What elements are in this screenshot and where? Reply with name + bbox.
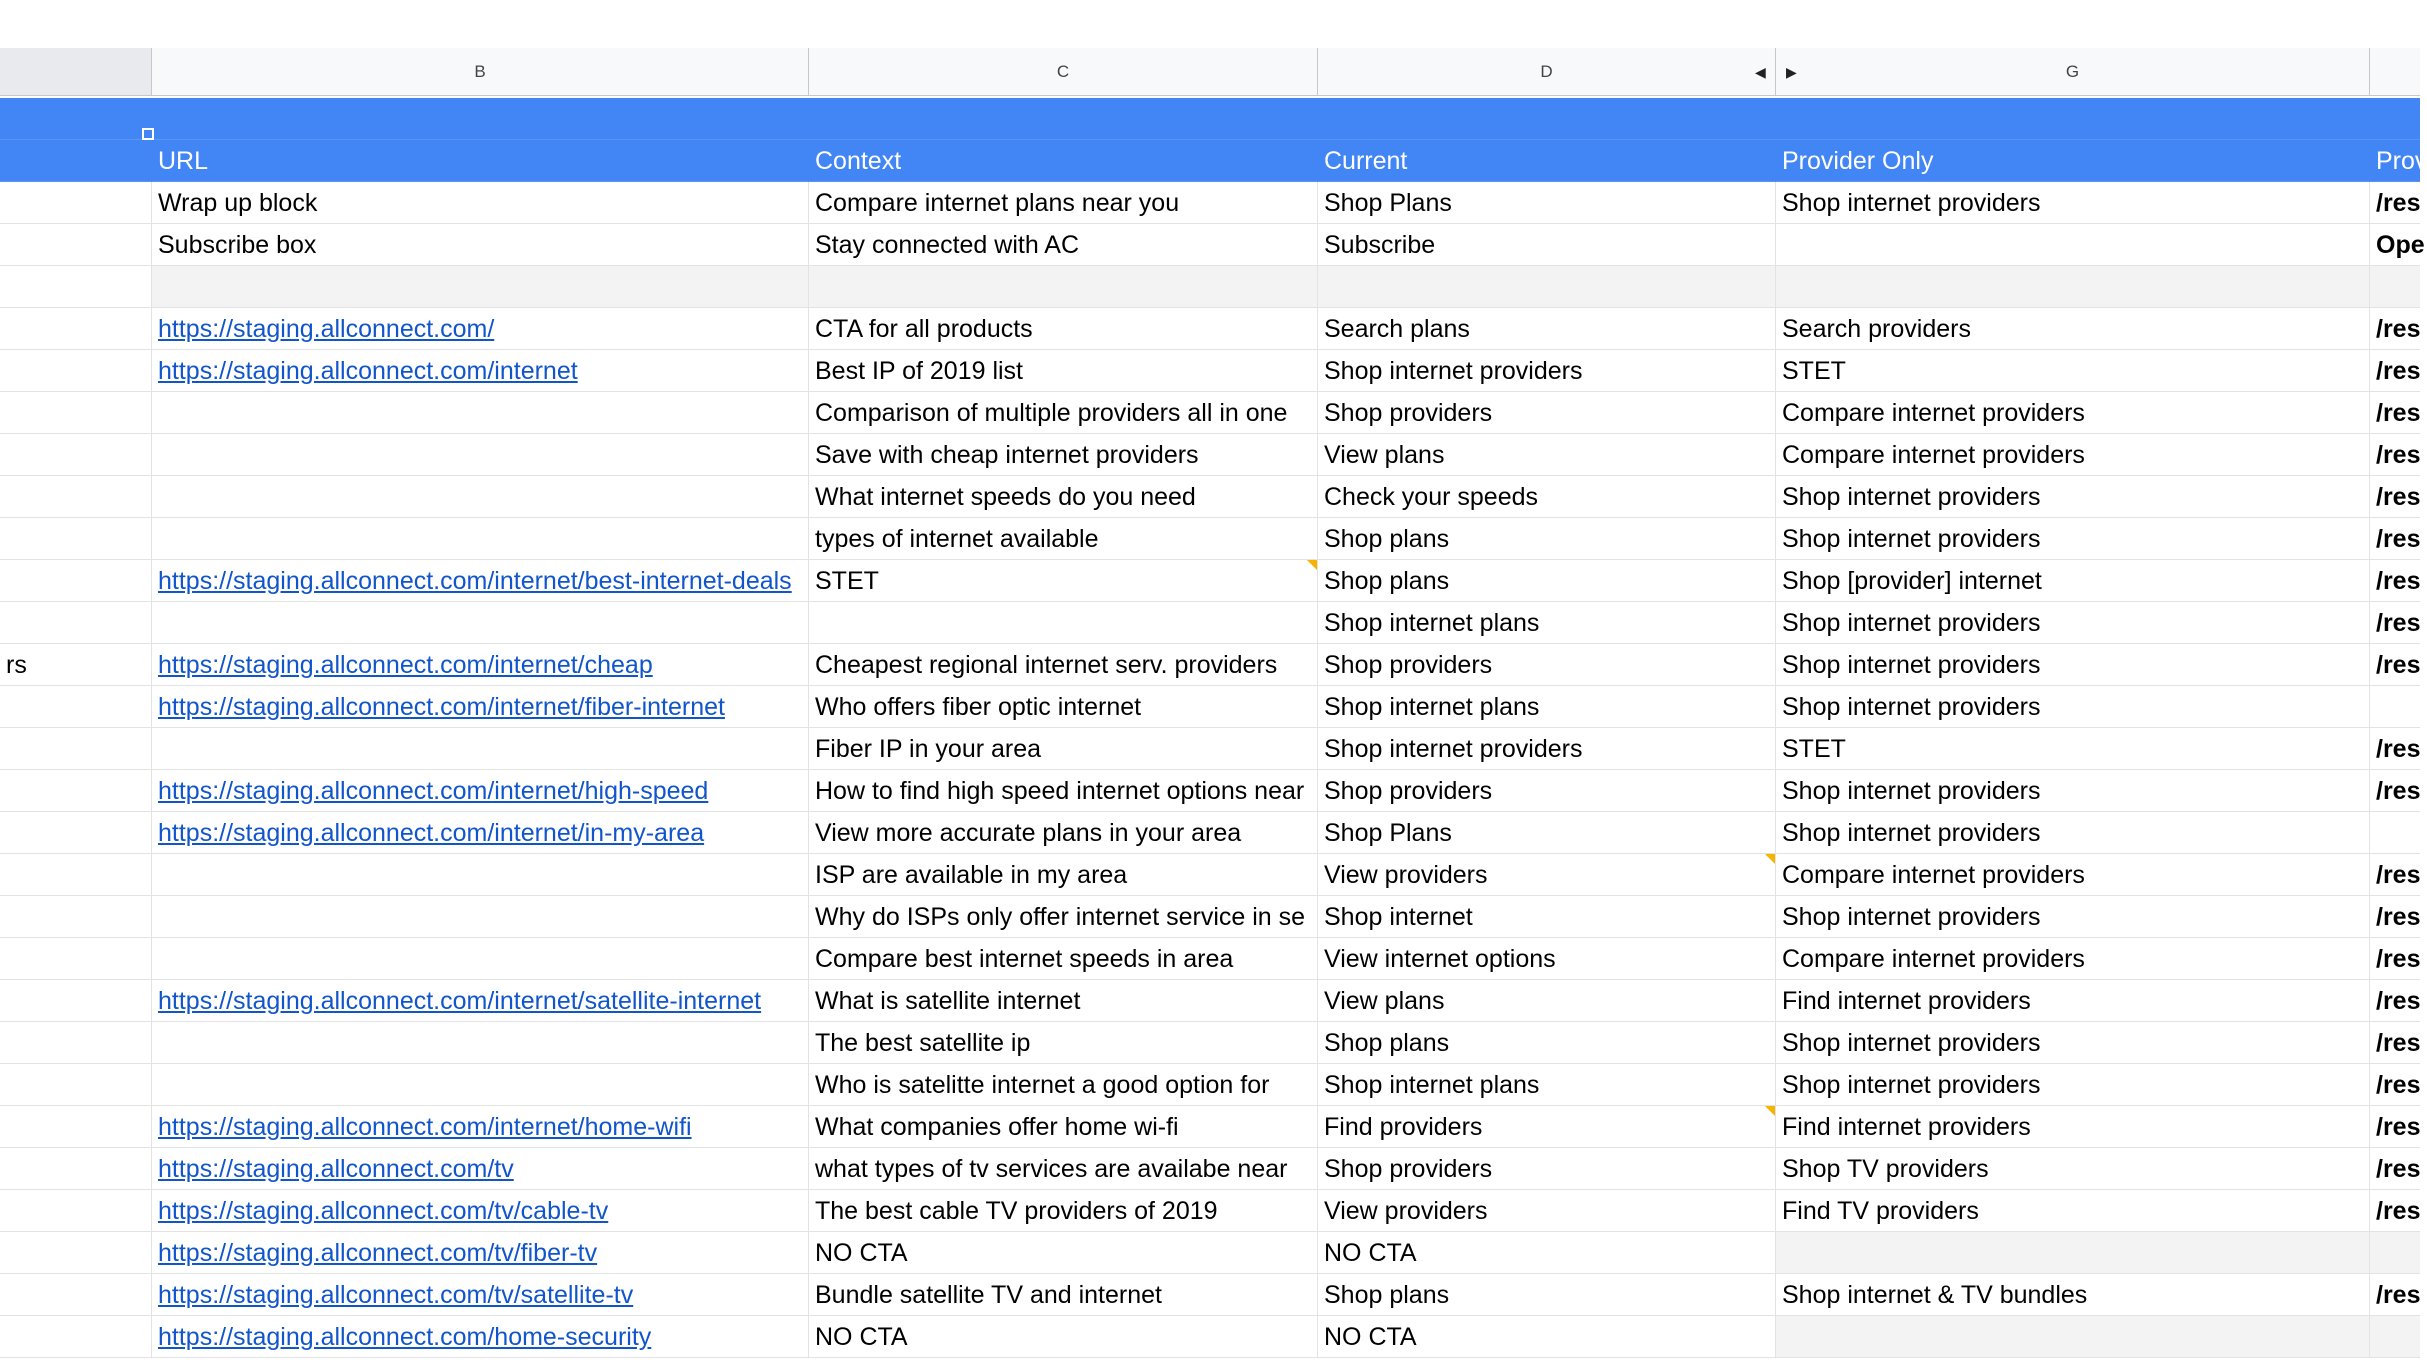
cell-d[interactable]: Shop plans (1318, 1274, 1776, 1316)
cell-a[interactable] (0, 1148, 152, 1190)
cell-d[interactable]: View plans (1318, 434, 1776, 476)
cell-b[interactable]: https://staging.allconnect.com/tv (152, 1148, 809, 1190)
cell-b[interactable]: https://staging.allconnect.com/tv/cable-tv (152, 1190, 809, 1232)
cell-d[interactable]: Shop providers (1318, 770, 1776, 812)
cell-d[interactable]: Shop internet plans (1318, 602, 1776, 644)
cell-h[interactable]: /res (2370, 854, 2420, 896)
column-header-d[interactable]: D (1318, 48, 1776, 96)
cell-c[interactable]: ISP are available in my area (809, 854, 1318, 896)
cell-d[interactable]: Shop providers (1318, 1148, 1776, 1190)
cell-h[interactable]: /res (2370, 392, 2420, 434)
cell-b[interactable]: https://staging.allconnect.com/internet/home-wifi (152, 1106, 809, 1148)
cell-c[interactable]: STET (809, 560, 1318, 602)
cell-h[interactable]: /res (2370, 896, 2420, 938)
cell-h[interactable]: /res (2370, 1190, 2420, 1232)
cell-b[interactable]: Wrap up block (152, 182, 809, 224)
table-row (0, 812, 2420, 854)
table-row (0, 476, 2420, 518)
cell-c[interactable]: How to find high speed internet options near (809, 770, 1318, 812)
cell-g[interactable]: Find internet providers (1776, 1106, 2370, 1148)
cell-g[interactable]: Shop internet providers (1776, 518, 2370, 560)
cell-d[interactable]: Subscribe (1318, 224, 1776, 266)
cell-g[interactable] (1776, 1232, 2370, 1274)
cell[interactable] (0, 98, 152, 140)
cell-d[interactable]: Shop internet providers (1318, 350, 1776, 392)
cell-a[interactable] (0, 938, 152, 980)
table-row (0, 1106, 2420, 1148)
cell-a[interactable] (0, 392, 152, 434)
header-cell-h[interactable]: Prov (2370, 140, 2420, 182)
cell-c[interactable]: Compare internet plans near you (809, 182, 1318, 224)
cell-b[interactable]: https://staging.allconnect.com/internet/best-internet-deals (152, 560, 809, 602)
cell-b[interactable] (152, 476, 809, 518)
table-row (0, 644, 2420, 686)
cell-a[interactable] (0, 182, 152, 224)
table-row (0, 896, 2420, 938)
column-header-a[interactable] (0, 48, 152, 96)
cell-h[interactable]: /res (2370, 182, 2420, 224)
hidden-columns-right-arrow-icon[interactable]: ▶ (1786, 64, 1797, 80)
cell-c[interactable]: Comparison of multiple providers all in one (809, 392, 1318, 434)
header-cell-provider-only[interactable]: Provider Only (1776, 140, 2370, 182)
cell-g[interactable]: Shop internet providers (1776, 812, 2370, 854)
table-row (0, 686, 2420, 728)
cell-g[interactable]: Shop internet providers (1776, 1022, 2370, 1064)
cell-d[interactable]: NO CTA (1318, 1316, 1776, 1358)
table-row (0, 980, 2420, 1022)
cell-g[interactable]: Shop [provider] internet (1776, 560, 2370, 602)
cell-d[interactable]: Shop providers (1318, 644, 1776, 686)
cell-g[interactable]: Find TV providers (1776, 1190, 2370, 1232)
cell-b[interactable]: https://staging.allconnect.com/internet/satellite-internet (152, 980, 809, 1022)
table-row (0, 1232, 2420, 1274)
cell-d[interactable]: Search plans (1318, 308, 1776, 350)
cell-g[interactable]: Shop internet providers (1776, 896, 2370, 938)
cell-c[interactable]: What internet speeds do you need (809, 476, 1318, 518)
cell-b[interactable]: https://staging.allconnect.com/tv/fiber-tv (152, 1232, 809, 1274)
selection-handle[interactable] (142, 128, 154, 140)
column-header-c[interactable]: C (809, 48, 1318, 96)
cell-a[interactable] (0, 1022, 152, 1064)
cell-c[interactable] (809, 266, 1318, 308)
cell-a[interactable] (0, 350, 152, 392)
cell-h[interactable]: /res (2370, 1064, 2420, 1106)
cell-a[interactable] (0, 308, 152, 350)
cell-a[interactable] (0, 1232, 152, 1274)
header-row (0, 140, 2427, 182)
cell-h[interactable]: /res (2370, 350, 2420, 392)
cell-b[interactable] (152, 518, 809, 560)
cell-g[interactable]: Shop internet providers (1776, 644, 2370, 686)
cell-b[interactable] (152, 266, 809, 308)
table-row (0, 182, 2420, 224)
cell-b[interactable] (152, 728, 809, 770)
cell-c[interactable]: NO CTA (809, 1316, 1318, 1358)
cell-g[interactable]: Shop internet providers (1776, 602, 2370, 644)
cell-b[interactable]: Subscribe box (152, 224, 809, 266)
cell-b[interactable]: https://staging.allconnect.com/tv/satellite-tv (152, 1274, 809, 1316)
cell-c[interactable]: The best cable TV providers of 2019 (809, 1190, 1318, 1232)
table-row (0, 1148, 2420, 1190)
cell-c[interactable]: View more accurate plans in your area (809, 812, 1318, 854)
table-row (0, 350, 2420, 392)
cell-a[interactable] (0, 1064, 152, 1106)
header-cell-current[interactable]: Current (1318, 140, 1776, 182)
cell-g[interactable] (1776, 266, 2370, 308)
cell-h[interactable]: /res (2370, 1274, 2420, 1316)
cell-c[interactable]: What is satellite internet (809, 980, 1318, 1022)
table-row (0, 560, 2420, 602)
cell-g[interactable]: Shop internet providers (1776, 476, 2370, 518)
cell-h[interactable]: /res (2370, 644, 2420, 686)
table-row (0, 1190, 2420, 1232)
cell-h[interactable]: Ope (2370, 224, 2420, 266)
table-row (0, 392, 2420, 434)
cell[interactable] (2370, 98, 2420, 140)
cell-c[interactable]: Compare best internet speeds in area (809, 938, 1318, 980)
cell-a[interactable] (0, 686, 152, 728)
cell-h[interactable]: /res (2370, 1022, 2420, 1064)
cell-d[interactable]: Shop internet (1318, 896, 1776, 938)
cell-c[interactable]: Cheapest regional internet serv. providers (809, 644, 1318, 686)
toolbar-area (0, 0, 2420, 49)
cell-g[interactable]: Shop internet providers (1776, 686, 2370, 728)
cell-d[interactable]: Shop plans (1318, 518, 1776, 560)
cell-a[interactable] (0, 896, 152, 938)
cell-h[interactable]: /res (2370, 1148, 2420, 1190)
cell-g[interactable]: STET (1776, 728, 2370, 770)
cell-g[interactable]: Shop internet providers (1776, 182, 2370, 224)
cell-b[interactable]: https://staging.allconnect.com/internet/cheap (152, 644, 809, 686)
cell-a[interactable] (0, 1190, 152, 1232)
blue-band-row (0, 98, 2420, 140)
cell-h[interactable]: /res (2370, 938, 2420, 980)
cell-a[interactable] (0, 1316, 152, 1358)
cell-b[interactable] (152, 854, 809, 896)
cell-g[interactable]: STET (1776, 350, 2370, 392)
table-row (0, 770, 2420, 812)
table-row (0, 1316, 2420, 1358)
cell-g[interactable]: Compare internet providers (1776, 392, 2370, 434)
cell-d[interactable]: View internet options (1318, 938, 1776, 980)
cell-h[interactable]: /res (2370, 980, 2420, 1022)
table-row (0, 434, 2420, 476)
table-row (0, 266, 2420, 308)
cell-g[interactable]: Find internet providers (1776, 980, 2370, 1022)
cell-d[interactable]: Shop internet plans (1318, 1064, 1776, 1106)
cell-h[interactable] (2370, 1232, 2420, 1274)
cell-d[interactable]: Shop Plans (1318, 182, 1776, 224)
cell-d[interactable]: Check your speeds (1318, 476, 1776, 518)
cell-c[interactable]: Stay connected with AC (809, 224, 1318, 266)
cell-d[interactable]: Shop plans (1318, 1022, 1776, 1064)
cell-h[interactable] (2370, 686, 2420, 728)
cell-c[interactable]: what types of tv services are availabe near (809, 1148, 1318, 1190)
cell-d[interactable]: NO CTA (1318, 1232, 1776, 1274)
cell-h[interactable]: /res (2370, 1106, 2420, 1148)
cell-h[interactable]: /res (2370, 476, 2420, 518)
cell-b[interactable] (152, 938, 809, 980)
cell-h[interactable]: /res (2370, 518, 2420, 560)
cell-h[interactable]: /res (2370, 602, 2420, 644)
cell-a[interactable]: rs (0, 644, 152, 686)
cell-h[interactable]: /res (2370, 308, 2420, 350)
column-header-g[interactable]: G (1776, 48, 2370, 96)
column-header-h[interactable] (2370, 48, 2420, 96)
cell-d[interactable]: View plans (1318, 980, 1776, 1022)
cell-h[interactable] (2370, 266, 2420, 308)
cell-a[interactable] (0, 770, 152, 812)
cell-c[interactable]: The best satellite ip (809, 1022, 1318, 1064)
cell-c[interactable]: Bundle satellite TV and internet (809, 1274, 1318, 1316)
table-row (0, 728, 2420, 770)
cell-d[interactable]: View providers (1318, 854, 1776, 896)
cell-a[interactable] (0, 812, 152, 854)
cell[interactable] (1318, 98, 1776, 140)
cell-g[interactable]: Shop TV providers (1776, 1148, 2370, 1190)
cell-a[interactable] (0, 728, 152, 770)
table-row (0, 518, 2420, 560)
cell-a[interactable] (0, 1106, 152, 1148)
header-cell-context[interactable]: Context (809, 140, 1318, 182)
cell-b[interactable] (152, 896, 809, 938)
table-row (0, 1022, 2420, 1064)
cell-d[interactable]: Shop Plans (1318, 812, 1776, 854)
cell-c[interactable]: NO CTA (809, 1232, 1318, 1274)
cell-a[interactable] (0, 476, 152, 518)
cell-h[interactable]: /res (2370, 728, 2420, 770)
cell-b[interactable] (152, 1022, 809, 1064)
cell-g[interactable]: Shop internet & TV bundles (1776, 1274, 2370, 1316)
table-row (0, 1064, 2420, 1106)
cell-d[interactable]: Shop internet plans (1318, 686, 1776, 728)
cell-c[interactable]: Save with cheap internet providers (809, 434, 1318, 476)
column-header-b[interactable]: B (152, 48, 809, 96)
table-row (0, 602, 2420, 644)
cell-d[interactable]: Shop plans (1318, 560, 1776, 602)
table-row (0, 308, 2420, 350)
cell-a[interactable] (0, 560, 152, 602)
cell-b[interactable] (152, 1064, 809, 1106)
cell-d[interactable]: Shop providers (1318, 392, 1776, 434)
cell-d[interactable]: Shop internet providers (1318, 728, 1776, 770)
cell-a[interactable] (0, 518, 152, 560)
cell-d[interactable]: View providers (1318, 1190, 1776, 1232)
cell[interactable] (1776, 98, 2370, 140)
cell-c[interactable]: Fiber IP in your area (809, 728, 1318, 770)
table-row (0, 854, 2420, 896)
cell-c[interactable]: types of internet available (809, 518, 1318, 560)
cell-g[interactable]: Shop internet providers (1776, 770, 2370, 812)
cell-g[interactable] (1776, 1316, 2370, 1358)
cell-b[interactable]: https://staging.allconnect.com/internet (152, 350, 809, 392)
cell-h[interactable] (2370, 812, 2420, 854)
cell-d[interactable]: Find providers (1318, 1106, 1776, 1148)
cell-c[interactable]: Who offers fiber optic internet (809, 686, 1318, 728)
cell-g[interactable]: Search providers (1776, 308, 2370, 350)
cell-b[interactable] (152, 392, 809, 434)
table-row (0, 1274, 2420, 1316)
cell-h[interactable]: /res (2370, 770, 2420, 812)
cell-g[interactable]: Compare internet providers (1776, 938, 2370, 980)
cell-h[interactable]: /res (2370, 434, 2420, 476)
cell-a[interactable] (0, 854, 152, 896)
cell-a[interactable] (0, 434, 152, 476)
cell-d[interactable] (1318, 266, 1776, 308)
hidden-columns-left-arrow-icon[interactable]: ◀ (1755, 64, 1766, 80)
cell-g[interactable]: Shop internet providers (1776, 1064, 2370, 1106)
cell-b[interactable]: https://staging.allconnect.com/internet/high-speed (152, 770, 809, 812)
cell-g[interactable]: Compare internet providers (1776, 854, 2370, 896)
cell-h[interactable] (2370, 1316, 2420, 1358)
cell-g[interactable]: Compare internet providers (1776, 434, 2370, 476)
header-cell-a[interactable] (0, 140, 152, 182)
cell-a[interactable] (0, 980, 152, 1022)
cell-a[interactable] (0, 266, 152, 308)
cell-c[interactable]: Who is satelitte internet a good option for (809, 1064, 1318, 1106)
cell-b[interactable]: https://staging.allconnect.com/ (152, 308, 809, 350)
cell-c[interactable]: Best IP of 2019 list (809, 350, 1318, 392)
cell-c[interactable]: CTA for all products (809, 308, 1318, 350)
cell-b[interactable]: https://staging.allconnect.com/home-security (152, 1316, 809, 1358)
cell-c[interactable] (809, 602, 1318, 644)
cell[interactable] (152, 98, 809, 140)
cell[interactable] (809, 98, 1318, 140)
cell-h[interactable]: /res (2370, 560, 2420, 602)
cell-a[interactable] (0, 1274, 152, 1316)
cell-a[interactable] (0, 602, 152, 644)
table-row (0, 938, 2420, 980)
cell-a[interactable] (0, 224, 152, 266)
cell-g[interactable] (1776, 224, 2370, 266)
cell-b[interactable]: https://staging.allconnect.com/internet/fiber-internet (152, 686, 809, 728)
cell-b[interactable] (152, 434, 809, 476)
cell-c[interactable]: What companies offer home wi-fi (809, 1106, 1318, 1148)
cell-b[interactable]: https://staging.allconnect.com/internet/in-my-area (152, 812, 809, 854)
cell-c[interactable]: Why do ISPs only offer internet service in se (809, 896, 1318, 938)
header-cell-url[interactable]: URL (152, 140, 809, 182)
cell-b[interactable] (152, 602, 809, 644)
spreadsheet-grid[interactable] (0, 48, 2427, 1364)
table-row (0, 224, 2425, 266)
